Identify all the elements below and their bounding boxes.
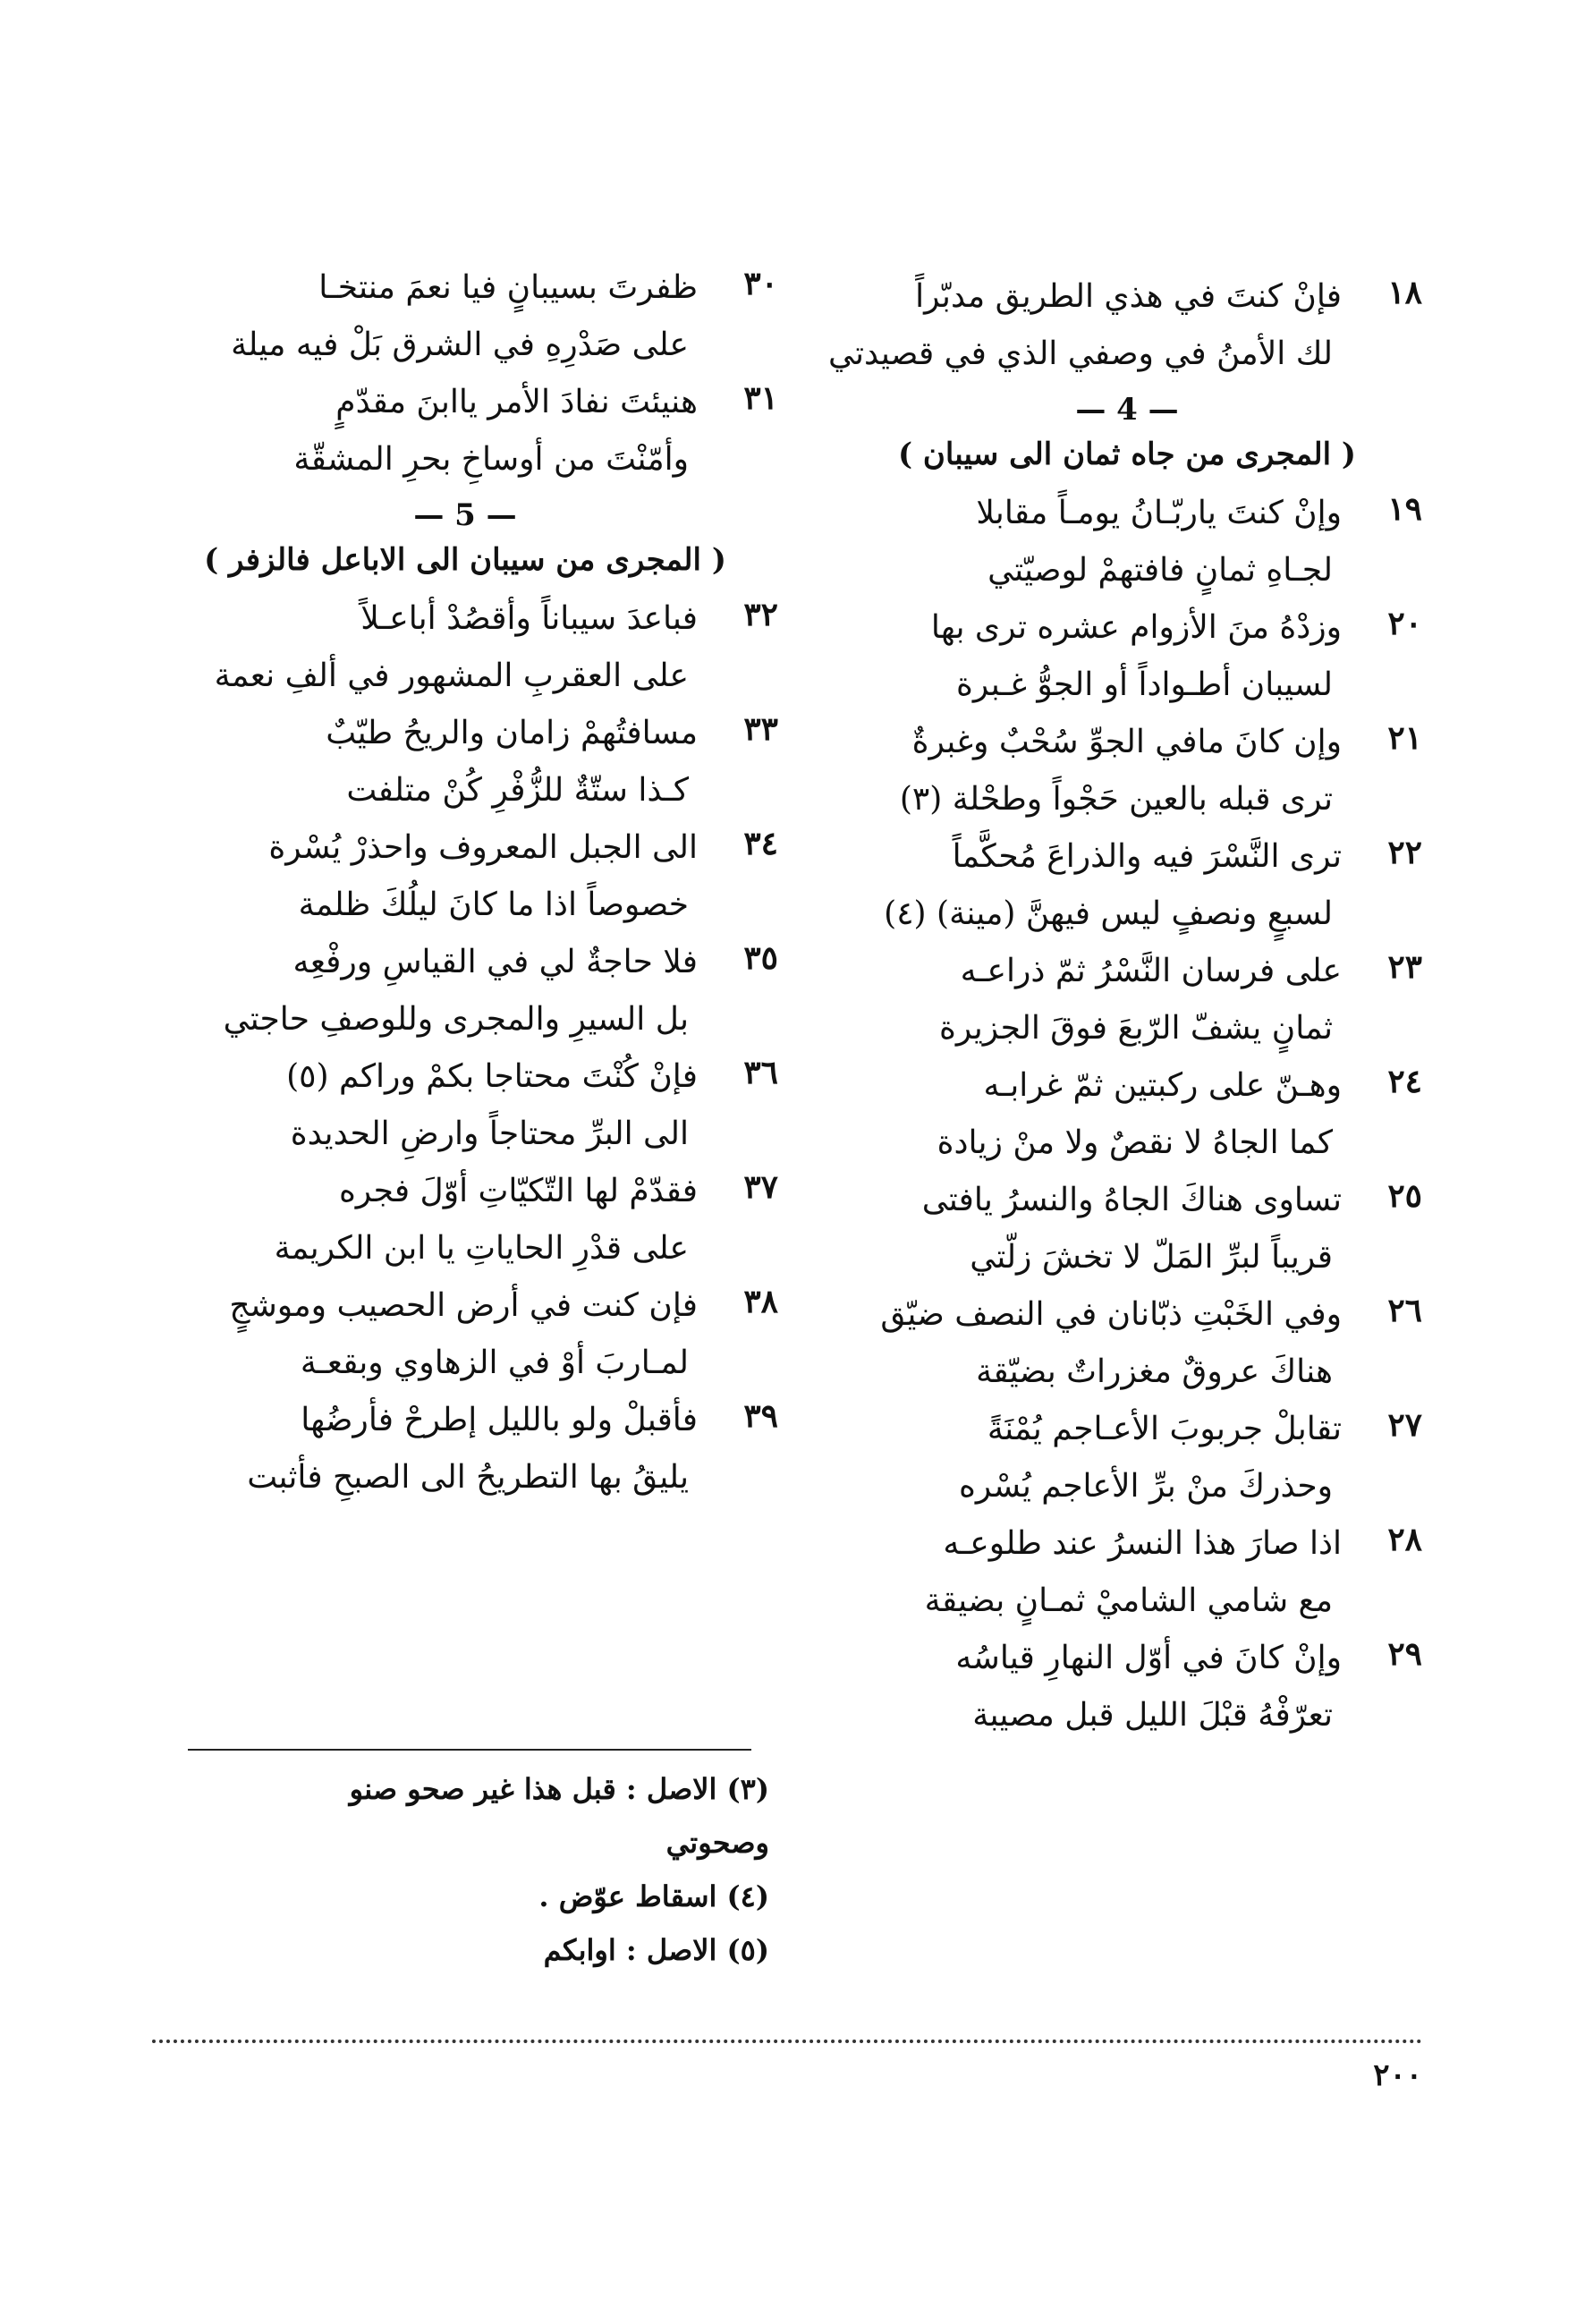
verse-number: ٣٢	[743, 596, 778, 633]
verse-number: ٢٢	[1387, 834, 1422, 871]
verse-number: ٢٧	[1387, 1406, 1422, 1444]
verse-line-1: مسافتُهمْ زامان والريحُ طيّبٌ	[326, 715, 698, 751]
verse	[832, 1401, 1422, 1515]
verse-number: ٢٠	[1387, 605, 1422, 642]
verse-line-2: وأمّنْتَ من أوساخِ بحرِ المشقّة	[293, 441, 689, 478]
verse	[152, 1163, 778, 1277]
footnote: (٥) الاصل : اوابكم	[543, 1933, 769, 1967]
verse-number: ٢٤	[1387, 1063, 1422, 1100]
verse	[152, 1277, 778, 1392]
section-number: — 5 —	[413, 497, 517, 533]
verse-line-2: هناكَ عروقٌ مغزراتٌ بضيّقة	[976, 1353, 1333, 1390]
verse-line-1: تساوى هناكَ الجاهُ والنسرُ يافتى	[921, 1182, 1342, 1218]
verse-line-2: وحذركَ منْ برِّ الأعاجم يُسْره	[959, 1468, 1333, 1505]
page-number: ٢٠٠	[1373, 2057, 1422, 2093]
verse-line-1: تقابلْ جربوبَ الأعـاجم يُمْنَةً	[987, 1411, 1342, 1447]
verse	[832, 943, 1422, 1057]
verse-line-1: فباعدَ سيباناً وأقصُدْ أباعـلاً	[360, 600, 698, 637]
verse	[832, 828, 1422, 943]
verse-number: ٣٥	[743, 939, 778, 977]
verse-line-2: يليقُ بها التطريحُ الى الصبحِ فأثبت	[247, 1459, 689, 1496]
verse-line-2: لسيبان أطـواداً أو الجوُّ غـبرة	[956, 666, 1333, 703]
verse	[152, 934, 778, 1048]
verse	[832, 1172, 1422, 1286]
verse	[152, 259, 778, 374]
verse-number: ٣٧	[743, 1168, 778, 1206]
verse-line-1: اذا صارَ هذا النسرُ عند طلوعـه	[943, 1525, 1342, 1562]
verse-line-1: ترى النَّسْرَ فيه والذراعَ مُحكَّماً	[952, 838, 1342, 875]
verse	[152, 590, 778, 705]
section-number: — 4 —	[1075, 392, 1179, 428]
verse-line-2: على العقربِ المشهور في ألفِ نعمة	[214, 657, 689, 694]
verse-number: ١٨	[1387, 274, 1422, 311]
verse-number: ٣٦	[743, 1054, 778, 1091]
footnotes	[152, 1762, 778, 1977]
footnote-continuation: وصحوتي	[665, 1826, 769, 1860]
verse-line-2: ترى قبله بالعين حَجْواً وطحْلة (٣)	[899, 781, 1333, 818]
verse-number: ٣١	[743, 379, 778, 417]
verse	[827, 268, 1422, 383]
footnote-rule	[188, 1749, 751, 1751]
verse-line-2: ثمانٍ يشفّ الرّبعَ فوقَ الجزيرة	[939, 1010, 1333, 1047]
verse-number: ٢٥	[1387, 1177, 1422, 1215]
verse-line-2: لجـاهِ ثمانٍ فافتهمْ لوصيّتي	[987, 552, 1333, 589]
verse-line-2: خصوصاً اذا ما كانَ ليلُكَ ظلمة	[298, 886, 689, 923]
verse-line-1: ظفرتَ بسيبانٍ فيا نعمَ منتخـا	[318, 269, 698, 306]
verse-number: ٣٩	[743, 1397, 778, 1435]
verse-number: ٣٨	[743, 1283, 778, 1320]
verse-number: ٢١	[1387, 719, 1422, 757]
verse	[832, 1057, 1422, 1172]
verse-number: ٢٩	[1387, 1635, 1422, 1673]
verse-line-2: على صَدْرِهِ في الشرق بَلْ فيه ميلة	[231, 327, 689, 363]
verse-line-1: وإن كانَ مافي الجوِّ سُحْبٌ وغبرةٌ	[911, 724, 1342, 760]
verse-line-2: كـذا ستّةٌ للزُّفْرِ كُنْ متلفت	[346, 772, 689, 809]
verse	[832, 485, 1422, 599]
verse-line-1: الى الجبل المعروف واحذرْ يُسْرة	[268, 829, 698, 866]
right-column	[827, 268, 1422, 1744]
verse	[152, 1048, 778, 1163]
verse-line-2: تعرّفْهُ قبْلَ الليل قبل مصيبة	[972, 1697, 1333, 1734]
verse-line-2: قريباً لبرِّ المَلّ لا تخشَ زلّتي	[970, 1239, 1333, 1276]
verse-number: ٢٦	[1387, 1292, 1422, 1329]
verse-number: ٣٣	[743, 710, 778, 748]
section-title: ( المجرى من جاه ثمان الى سيبان )	[897, 437, 1357, 472]
verse	[832, 1630, 1422, 1744]
verse-line-2: كما الجاهُ لا نقصٌ ولا منْ زيادة	[937, 1124, 1333, 1161]
verse-line-2: لك الأمنُ في وصفي الذي في قصيدتي	[827, 335, 1333, 372]
footnote: (٣) الاصل : قبل هذا غير صحو صنو	[349, 1772, 769, 1806]
verse	[152, 374, 778, 488]
verse-line-1: وهـنّ على ركبتين ثمّ غرابـه	[983, 1067, 1342, 1104]
verse-line-2: بل السيرِ والمجرى وللوصفِ حاجتي	[223, 1001, 689, 1038]
verse	[832, 1515, 1422, 1630]
verse	[152, 1392, 778, 1506]
verse-line-1: وإنْ كنتَ ياربّـانُ يومـاً مقابلا	[976, 495, 1342, 531]
verse-line-1: على فرسان النَّسْرُ ثمّ ذراعـه	[960, 953, 1342, 989]
footnote: (٤) اسقاط عوّض .	[538, 1879, 769, 1913]
verse-line-2: مع شامي الشاميْ ثمـانٍ بضيقة	[924, 1582, 1333, 1619]
verse	[152, 705, 778, 819]
left-column	[152, 259, 778, 1506]
verse-line-2: لمـاربَ أوْ في الزهاوي وبقعـة	[300, 1344, 689, 1381]
verse-line-1: وفي الخَبْتِ ذبّانان في النصف ضيّق	[880, 1296, 1342, 1333]
verse	[832, 599, 1422, 714]
verse-line-1: وزدْهُ منَ الأزوام عشره ترى بها	[930, 609, 1342, 646]
verse	[832, 714, 1422, 828]
verse	[152, 819, 778, 934]
verse-line-1: فإن كنت في أرض الحصيب وموشجٍ	[229, 1287, 698, 1324]
verse-line-1: فقدّمْ لها التّكيّاتِ أوّلَ فجره	[338, 1173, 698, 1209]
verse-line-1: فأقبلْ ولو بالليل إطرحْ فأرضُها	[301, 1402, 698, 1438]
verse-number: ٣٠	[743, 265, 778, 302]
verse-line-1: هنيئتَ نفادَ الأمر ياابنَ مقدّمٍ	[335, 384, 698, 420]
verse-number: ٣٤	[743, 825, 778, 862]
section-title: ( المجرى من سيبان الى الاباعل فالزفر )	[204, 542, 726, 578]
verse-line-1: فإنْ كنتَ في هذي الطريق مدبّراً	[915, 278, 1342, 315]
verse-line-1: فلا حاجةٌ لي في القياسِ ورفْعِه	[292, 944, 698, 980]
verse	[832, 1286, 1422, 1401]
verse-number: ٢٣	[1387, 948, 1422, 986]
verse-number: ٢٨	[1387, 1521, 1422, 1558]
verse-line-2: الى البرِّ محتاجاً وارضِ الحديدة	[290, 1115, 689, 1152]
verse-line-1: فإنْ كُنْتَ محتاجا بكمْ وراكم (٥)	[286, 1058, 698, 1095]
verse-line-2: على قدْرِ الحاياتِ يا ابن الكريمة	[274, 1230, 689, 1267]
verse-line-1: وإنْ كانَ في أوّل النهارِ قياسُه	[955, 1640, 1342, 1676]
verse-line-2: لسبعٍ ونصفٍ ليس فيهنَّ (مينة) (٤)	[884, 895, 1333, 932]
dotted-divider	[152, 2040, 1422, 2043]
verse-number: ١٩	[1387, 490, 1422, 528]
